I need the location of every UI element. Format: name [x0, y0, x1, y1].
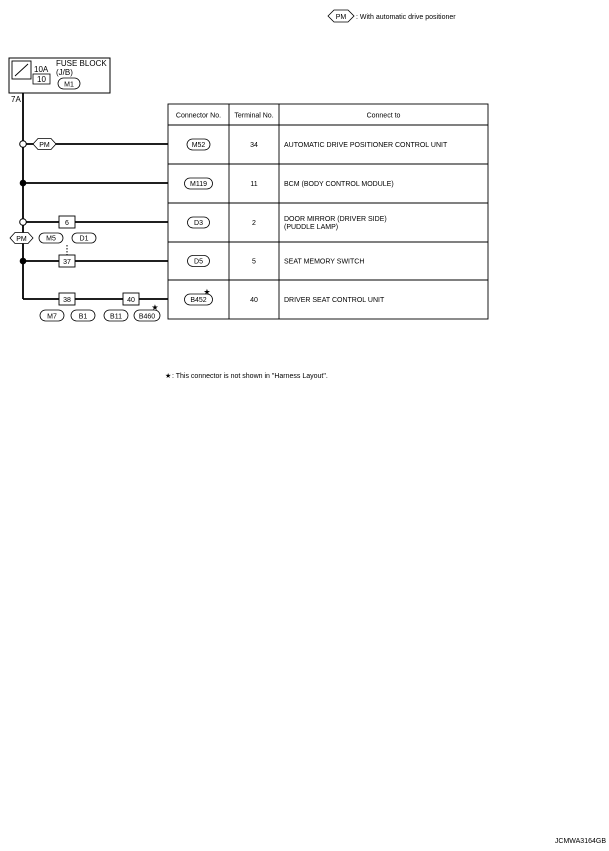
terminal-no: 11 [250, 181, 258, 188]
connector-label: M5 [46, 235, 56, 243]
table-header-connect-to: Connect to [366, 112, 401, 120]
connector-label: M7 [47, 313, 57, 321]
pm-tag-m52-label: PM [39, 142, 50, 149]
wires [23, 93, 168, 299]
footnote-star: ★ [165, 373, 172, 380]
joint-connector-m5-d1 [39, 216, 96, 267]
table-row [188, 216, 387, 231]
fuse-number: 10 [37, 75, 46, 84]
connector-label: B11 [110, 313, 122, 321]
pm-tag-m5-label: PM [16, 236, 27, 243]
table-row [185, 178, 394, 189]
star-mark: ★ [151, 303, 159, 312]
terminal-no: 5 [252, 258, 256, 266]
connector-no: D5 [194, 258, 203, 266]
connector-label: B1 [78, 313, 88, 321]
connect-to-text: (PUDDLE LAMP) [284, 224, 339, 231]
connector-label: B460 [138, 313, 156, 321]
connect-to-text: DOOR MIRROR (DRIVER SIDE) [284, 216, 387, 223]
terminal-label: 37 [63, 259, 71, 266]
table-header-terminal: Terminal No. [234, 112, 274, 120]
connect-to-text: DRIVER SEAT CONTROL UNIT [284, 297, 385, 304]
connector-label: D1 [79, 235, 89, 243]
connector-no: B452 [190, 297, 207, 304]
connect-to-text: SEAT MEMORY SWITCH [284, 258, 365, 266]
terminal-label: 40 [127, 297, 135, 304]
connection-table [168, 104, 488, 319]
joint-connector-b452-row [40, 293, 160, 321]
splice-m119 [20, 180, 27, 187]
terminal-no: 2 [252, 220, 256, 227]
fuse-connector: M1 [64, 81, 74, 89]
table-border [168, 104, 488, 319]
connector-no: M52 [191, 142, 206, 149]
fuse-block-name: FUSE BLOCK [56, 59, 107, 68]
pm-legend [328, 10, 456, 22]
table-header-connector: Connector No. [175, 112, 222, 120]
splice-open-d3 [20, 219, 27, 226]
terminal-label: 6 [65, 220, 69, 227]
fuse-terminal: 7A [11, 95, 21, 104]
fuse-block-subname: (J/B) [56, 68, 73, 77]
terminal-no: 40 [250, 297, 258, 304]
terminal-label: 38 [63, 297, 71, 304]
terminal-no: 34 [250, 142, 258, 149]
star-footnote [165, 372, 328, 380]
footnote-text: : This connector is not shown in "Harness Layout". [172, 373, 328, 380]
connect-to-text: AUTOMATIC DRIVE POSITIONER CONTROL UNIT [284, 142, 448, 149]
star-mark: ★ [203, 287, 211, 297]
figure-code: JCMWA3164GB [554, 838, 606, 845]
splice-d5 [20, 258, 27, 265]
table-row [188, 256, 365, 267]
pm-legend-text: : With automatic drive positioner [356, 14, 456, 21]
pm-tag-m52 [33, 139, 56, 150]
pm-legend-tag: PM [335, 14, 347, 21]
fuse-block [9, 58, 110, 104]
table-row [187, 139, 448, 150]
splice-open-m52 [20, 141, 27, 148]
connector-no: M119 [190, 181, 207, 188]
table-row [185, 288, 385, 306]
pm-tag-m5 [10, 233, 33, 244]
connector-no: D3 [194, 220, 203, 227]
fuse-amperage: 10A [34, 65, 49, 74]
connect-to-text: BCM (BODY CONTROL MODULE) [284, 181, 394, 188]
